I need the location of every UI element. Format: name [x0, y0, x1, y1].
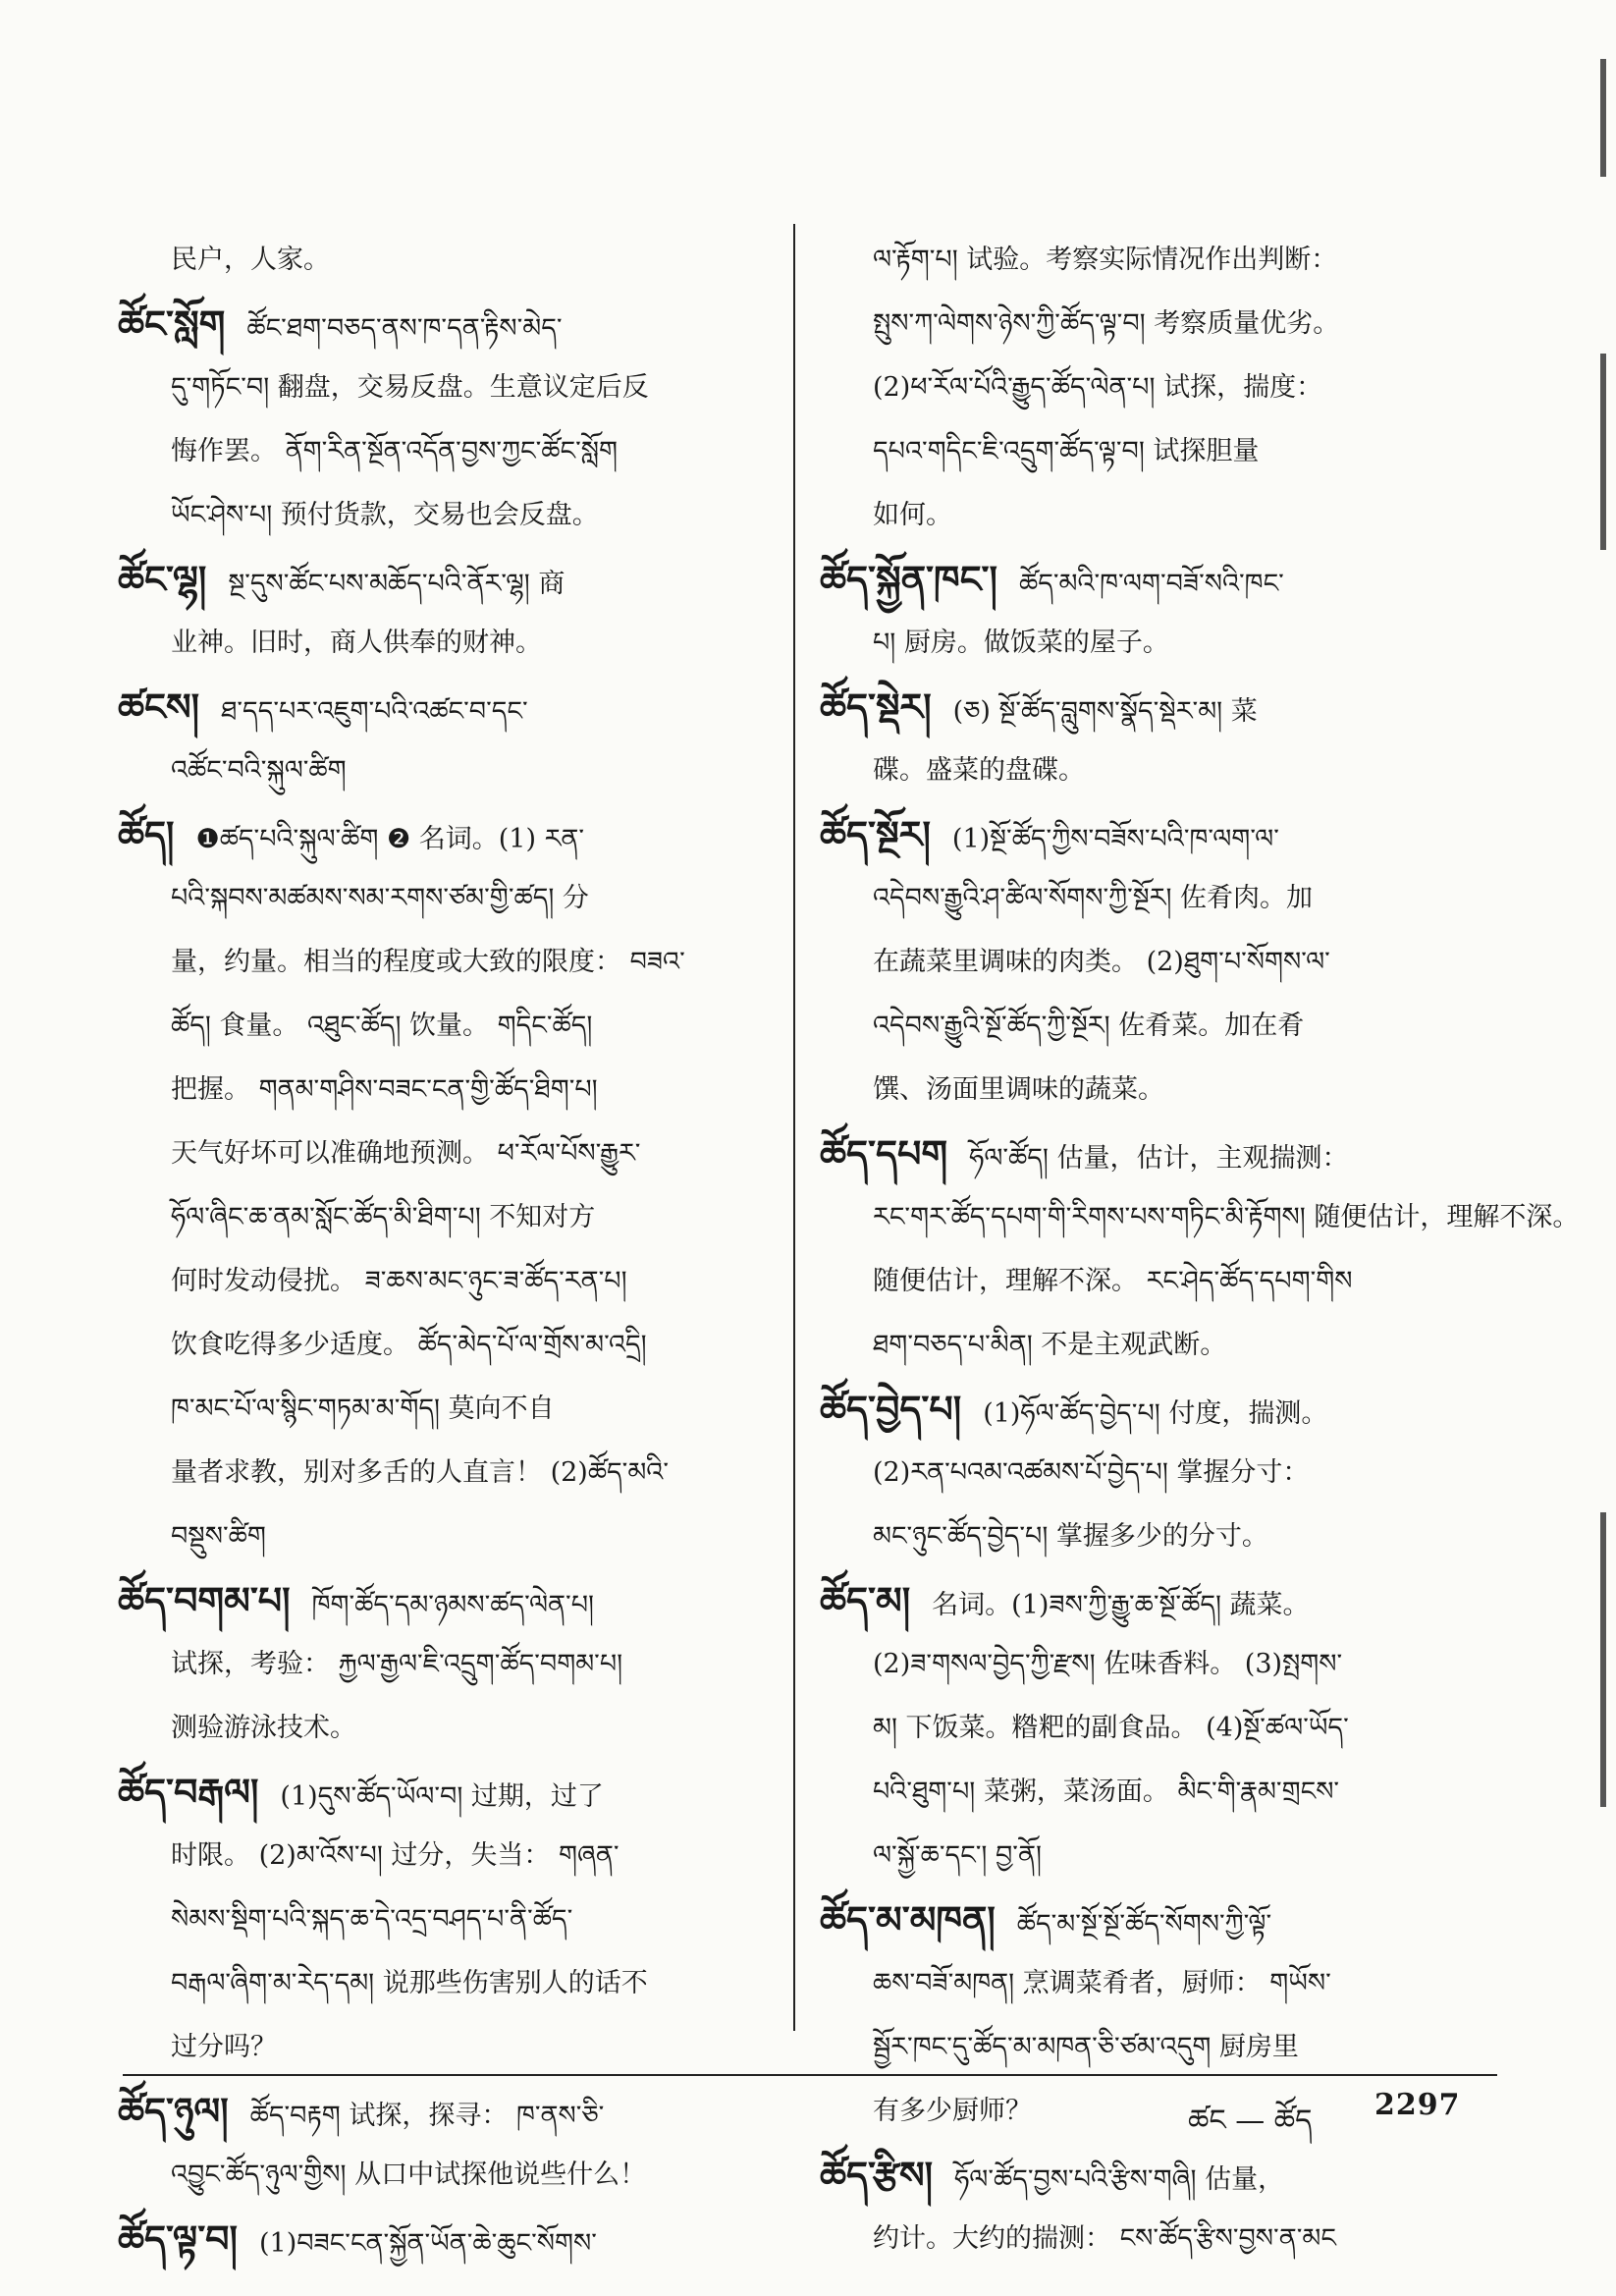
- entry-text: 约计。大约的揣测： ངས་ཚོད་རྩིས་བྱས་ན་མང: [873, 2223, 1336, 2254]
- entry-line: [820, 1249, 1487, 1313]
- entry-text: ཐ་དད་པར་འཇུག་པའི་འཚང་བ་དང་: [221, 696, 528, 727]
- entry-line: [118, 228, 785, 292]
- entry-line: [820, 1441, 1487, 1504]
- entry-headline: [820, 1121, 1487, 1185]
- entry-headline: [820, 1568, 1487, 1632]
- entry-line: [118, 2015, 785, 2079]
- entry-line: [820, 1951, 1487, 2015]
- entry-text: (2)ཟ་གསལ་བྱེད་ཀྱི་རྫས། 佐味香料。 (3)སྤགས་: [873, 1649, 1343, 1679]
- entry-text: འདེབས་རྒྱུའི་ཤ་ཚིལ་སོགས་ཀྱི་སྔོར། 佐肴肉。加: [873, 883, 1314, 913]
- headword: ཚོད་སྡེར།: [820, 684, 932, 729]
- entry-headline: [820, 1377, 1487, 1441]
- entry-text: 悔作罢。 ནོག་རིན་སྔོན་འདོན་བྱས་ཀྱང་ཚོང་སློག: [171, 436, 618, 466]
- entry-text: (1)ཧོལ་ཚོད་བྱེད་པ། 付度，揣测。: [983, 1398, 1328, 1429]
- entry-headline: [118, 1760, 785, 1824]
- entry-line: [118, 1887, 785, 1951]
- entry-headline: [820, 802, 1487, 866]
- entry-text: འཚོང་བའི་སྐུལ་ཚིག: [171, 755, 347, 786]
- running-head-range: ཚང — ཚོད: [1188, 2104, 1313, 2138]
- entry-text: བརྒལ་ཞིག་མ་རེད་དམ། 说那些伤害别人的话不: [171, 1968, 648, 1998]
- entry-headline: [118, 802, 785, 866]
- entry-headline: [820, 2143, 1487, 2207]
- entry-line: [118, 1951, 785, 2015]
- entry-text: ལ་སྐྱོ་ཆ་དང་། བྱ་ནོ།: [873, 1840, 1042, 1871]
- entry-line: [820, 2207, 1487, 2270]
- entry-text: ཆས་བཟོ་མཁན། 烹调菜肴者，厨师： གཡོས་: [873, 1968, 1331, 1998]
- entry-line: [118, 483, 785, 547]
- entry-line: [820, 1058, 1487, 1121]
- entry-text: 有多少厨师？: [873, 2096, 1032, 2126]
- headword: ཚོད་སྐྱོན་ཁང་།: [820, 557, 997, 601]
- entry-text: 何时发动侵扰。 ཟ་ཆས་མང་ཉུང་ཟ་ཚོད་རན་པ།: [171, 1266, 627, 1296]
- headword: ཚོད་བྱེད་པ།: [820, 1387, 962, 1431]
- entry-line: [820, 1696, 1487, 1760]
- entry-line: [820, 419, 1487, 483]
- entry-text: (1)དུས་ཚོད་ཡོལ་བ། 过期，过了: [280, 1781, 604, 1812]
- entry-headline: [820, 675, 1487, 738]
- entry-line: [118, 930, 785, 994]
- entry-text: ཚོད་བརྟག 试探，探寻： ཁ་ནས་ཅི་: [249, 2101, 605, 2131]
- headword: ཚོད་བགམ་པ།: [118, 1578, 291, 1622]
- entry-text: (2)ཕ་རོལ་པོའི་རྒྱུད་ཚོད་ལེན་པ། 试探，揣度：: [873, 372, 1323, 403]
- entry-line: [118, 1313, 785, 1377]
- scan-edge-mark: [1600, 354, 1606, 550]
- entry-headline: [118, 2079, 785, 2143]
- entry-line: [118, 1058, 785, 1121]
- entry-text: 饮食吃得多少适度。 ཚོད་མེད་པོ་ལ་གྲོས་མ་འདྲི།: [171, 1330, 647, 1360]
- entry-line: [118, 994, 785, 1058]
- entry-line: [820, 994, 1487, 1058]
- entry-text: (2)རན་པའམ་འཚམས་པོ་བྱེད་པ། 掌握分寸：: [873, 1457, 1310, 1488]
- headword: ཚོད།: [118, 812, 175, 856]
- entry-text: ཁ་མང་པོ་ལ་སྙིང་གཏམ་མ་གོད། 莫向不自: [171, 1394, 555, 1424]
- headword: ཚོད་བརྒལ།: [118, 1770, 259, 1814]
- entry-line: [118, 1121, 785, 1185]
- entry-line: [118, 738, 785, 802]
- entry-line: [118, 1824, 785, 1887]
- entry-line: [118, 1441, 785, 1504]
- entry-text: 量者求教，别对多舌的人直言！ (2)ཚོད་མའི་: [171, 1457, 669, 1488]
- entry-text: 馔、汤面里调味的蔬菜。: [873, 1074, 1164, 1105]
- entry-line: [118, 2143, 785, 2207]
- entry-line: [820, 483, 1487, 547]
- page-number: 2297: [1374, 2088, 1461, 2122]
- entry-line: [118, 1249, 785, 1313]
- entry-text: (1)བཟང་ངན་སྐྱོན་ཡོན་ཆེ་ཆུང་སོགས་: [258, 2228, 597, 2259]
- column-divider: [793, 224, 795, 2031]
- entry-text: 试探，考验： རྐྱལ་རྒྱལ་ཇི་འདྲུག་ཚོད་བགམ་པ།: [171, 1649, 623, 1679]
- headword: ཚོད་ལྟ་བ།: [118, 2216, 238, 2261]
- entry-text: སེམས་སྡིག་པའི་སྐད་ཆ་དེ་འདྲ་བཤད་པ་ནི་ཚོད་: [171, 1904, 573, 1935]
- entry-text: (1)སྔོ་ཚོད་ཀྱིས་བཟོས་པའི་ཁ་ལག་ལ་: [951, 824, 1279, 854]
- entry-text: རང་གར་ཚོད་དཔག་གི་རིགས་པས་གཏིང་མི་རྟོགས། 随便估计，理解不深。: [873, 1202, 1580, 1232]
- entry-text: སྦྱོར་ཁང་དུ་ཚོད་མ་མཁན་ཅི་ཙམ་འདུག 厨房里: [873, 2032, 1299, 2062]
- entry-line: [820, 228, 1487, 292]
- headword: ཚོད་ཉུལ།: [118, 2089, 229, 2133]
- entry-text: 测验游泳技术。: [171, 1713, 356, 1743]
- entry-text: 天气好坏可以准确地预测。 ཕ་རོལ་པོས་རྒྱུར་: [171, 1138, 641, 1169]
- entry-line: [820, 355, 1487, 419]
- entry-text: 业神。旧时，商人供奉的财神。: [171, 628, 542, 658]
- entry-line: [118, 355, 785, 419]
- entry-text: དུ་གཏོང་བ། 翻盘，交易反盘。生意议定后反: [171, 372, 649, 403]
- headword: ཚོད་རྩིས།: [820, 2153, 934, 2197]
- entry-text: ཧོལ་ཚོད་བྱས་པའི་རྩིས་གཞི། 估量，: [954, 2164, 1285, 2195]
- entry-line: [820, 1313, 1487, 1377]
- entry-text: པའི་ཐུག་པ། 菜粥，菜汤面。 མིང་གི་རྣམ་གྲངས་: [873, 1777, 1340, 1807]
- entry-line: [118, 1377, 785, 1441]
- entry-line: [820, 1504, 1487, 1568]
- headword: ཚོད་སྔོར།: [820, 812, 931, 856]
- entry-line: [820, 1632, 1487, 1696]
- entry-line: [820, 866, 1487, 930]
- entry-text: 量，约量。相当的程度或大致的限度： བཟའ་: [171, 947, 685, 977]
- entry-text: སྤུས་ཀ་ལེགས་ཉེས་ཀྱི་ཚོད་ལྟ་བ། 考察质量优劣。: [873, 308, 1340, 339]
- entry-text: 在蔬菜里调味的肉类。 (2)ཐུག་པ་སོགས་ལ་: [873, 947, 1330, 977]
- entry-text: འབྱུང་ཚོད་ཉུལ་གྱིས། 从口中试探他说些什么！: [171, 2159, 647, 2190]
- entry-text: སྔ་དུས་ཚོང་པས་མཆོད་པའི་ནོར་ལྷ། 商: [228, 569, 566, 599]
- entry-text: དཔའ་གདིང་ཇི་འདྲུག་ཚོད་ལྟ་བ། 试探胆量: [873, 436, 1260, 466]
- entry-headline: [118, 292, 785, 355]
- entry-text: ཚོད། 食量。 འཐུང་ཚོད། 饮量。 གདིང་ཚོད།: [171, 1011, 593, 1041]
- entry-headline: [118, 675, 785, 738]
- entry-text: ཧོལ་ཚོད། 估量，估计，主观揣测：: [969, 1143, 1349, 1174]
- entry-line: [118, 611, 785, 675]
- entry-text: འདེབས་རྒྱུའི་སྔོ་ཚོད་ཀྱི་སྔོར། 佐肴菜。加在肴: [873, 1011, 1305, 1041]
- entry-line: [820, 930, 1487, 994]
- entry-line: [118, 866, 785, 930]
- entry-text: ལ་རྟོག་པ། 试验。考察实际情况作出判断：: [873, 245, 1338, 275]
- headword: ཚོད་མ།: [820, 1578, 911, 1622]
- entry-text: ❶ཚད་པའི་སྐུལ་ཚིག ❷ 名词。(1) རན་: [195, 824, 585, 854]
- left-column: [118, 228, 785, 2270]
- entry-text: 名词。(1)ཟས་ཀྱི་རྒྱུ་ཆ་སྔོ་ཚོད། 蔬菜。: [932, 1590, 1310, 1620]
- entry-text: 时限。 (2)མ་འོས་པ། 过分，失当： གཞན་: [171, 1840, 619, 1871]
- entry-text: 如何。: [873, 500, 952, 530]
- entry-text: (ཅ) སྔོ་ཚོད་བླུགས་སྣོད་སྡེར་མ། 菜: [952, 696, 1258, 727]
- entry-text: 把握。 གནམ་གཤིས་བཟང་ངན་གྱི་ཚོད་ཐིག་པ།: [171, 1074, 598, 1105]
- entry-text: ཡོང་ཤེས་པ། 预付货款，交易也会反盘。: [171, 500, 599, 530]
- entry-line: [820, 738, 1487, 802]
- entry-text: བསྡུས་ཚིག: [171, 1521, 266, 1552]
- entry-headline: [820, 1887, 1487, 1951]
- entry-text: 民户，人家。: [171, 245, 330, 275]
- entry-line: [820, 292, 1487, 355]
- entry-line: [118, 1185, 785, 1249]
- entry-text: ཧོལ་ཞིང་ཆ་ནམ་སློང་ཚོད་མི་ཐིག་པ། 不知对方: [171, 1202, 596, 1232]
- footer-rule: [123, 2074, 1497, 2076]
- entry-line: [118, 1696, 785, 1760]
- entry-text: 碟。盛菜的盘碟。: [873, 755, 1085, 786]
- entry-text: པའི་སྐབས་མཚམས་སམ་རགས་ཙམ་གྱི་ཚད། 分: [171, 883, 589, 913]
- entry-headline: [118, 2207, 785, 2270]
- entry-text: པ། 厨房。做饭菜的屋子。: [873, 628, 1169, 658]
- entry-headline: [820, 547, 1487, 611]
- right-column: [820, 228, 1580, 2270]
- entry-text: མང་ཉུང་ཚོད་བྱེད་པ། 掌握多少的分寸。: [873, 1521, 1268, 1552]
- entry-line: [820, 1824, 1487, 1887]
- entry-text: ཁོག་ཚོད་དམ་ཉམས་ཚད་ལེན་པ།: [311, 1590, 595, 1620]
- scan-edge-mark: [1600, 1512, 1606, 1807]
- entry-text: 过分吗？: [171, 2032, 277, 2062]
- entry-line: [820, 1760, 1487, 1824]
- entry-line: [820, 611, 1487, 675]
- entry-text: ཚོད་མའི་ཁ་ལག་བཟོ་སའི་ཁང་: [1018, 569, 1284, 599]
- entry-line: [118, 1632, 785, 1696]
- entry-text: མ། 下饭菜。糌粑的副食品。 (4)སྔོ་ཚལ་ཡོད་: [873, 1713, 1349, 1743]
- entry-line: [820, 2015, 1487, 2079]
- headword: ཚོད་དཔག: [820, 1131, 948, 1175]
- headword: ཚོང་ལྷ།: [118, 557, 207, 601]
- entry-headline: [118, 547, 785, 611]
- entry-line: [118, 1504, 785, 1568]
- entry-line: [820, 1185, 1580, 1249]
- headword: ཚོང་སློག: [118, 301, 226, 346]
- headword: ཚངས།: [118, 684, 200, 729]
- entry-text: ཚོད་མ་སྔོ་སྔོ་ཚོད་སོགས་ཀྱི་ལྟོ་: [1016, 1909, 1272, 1940]
- entry-text: ཐག་བཅད་པ་མིན། 不是主观武断。: [873, 1330, 1227, 1360]
- headword: ཚོད་མ་མཁན།: [820, 1897, 996, 1941]
- entry-text: 随便估计，理解不深。 རང་ཤེད་ཚོད་དཔག་གིས: [873, 1266, 1353, 1296]
- entry-headline: [118, 1568, 785, 1632]
- entry-line: [118, 419, 785, 483]
- entry-text: ཚོང་ཐག་བཅད་ནས་ཁ་དན་རྟིས་མེད་: [246, 313, 563, 344]
- scan-edge-mark: [1600, 59, 1606, 177]
